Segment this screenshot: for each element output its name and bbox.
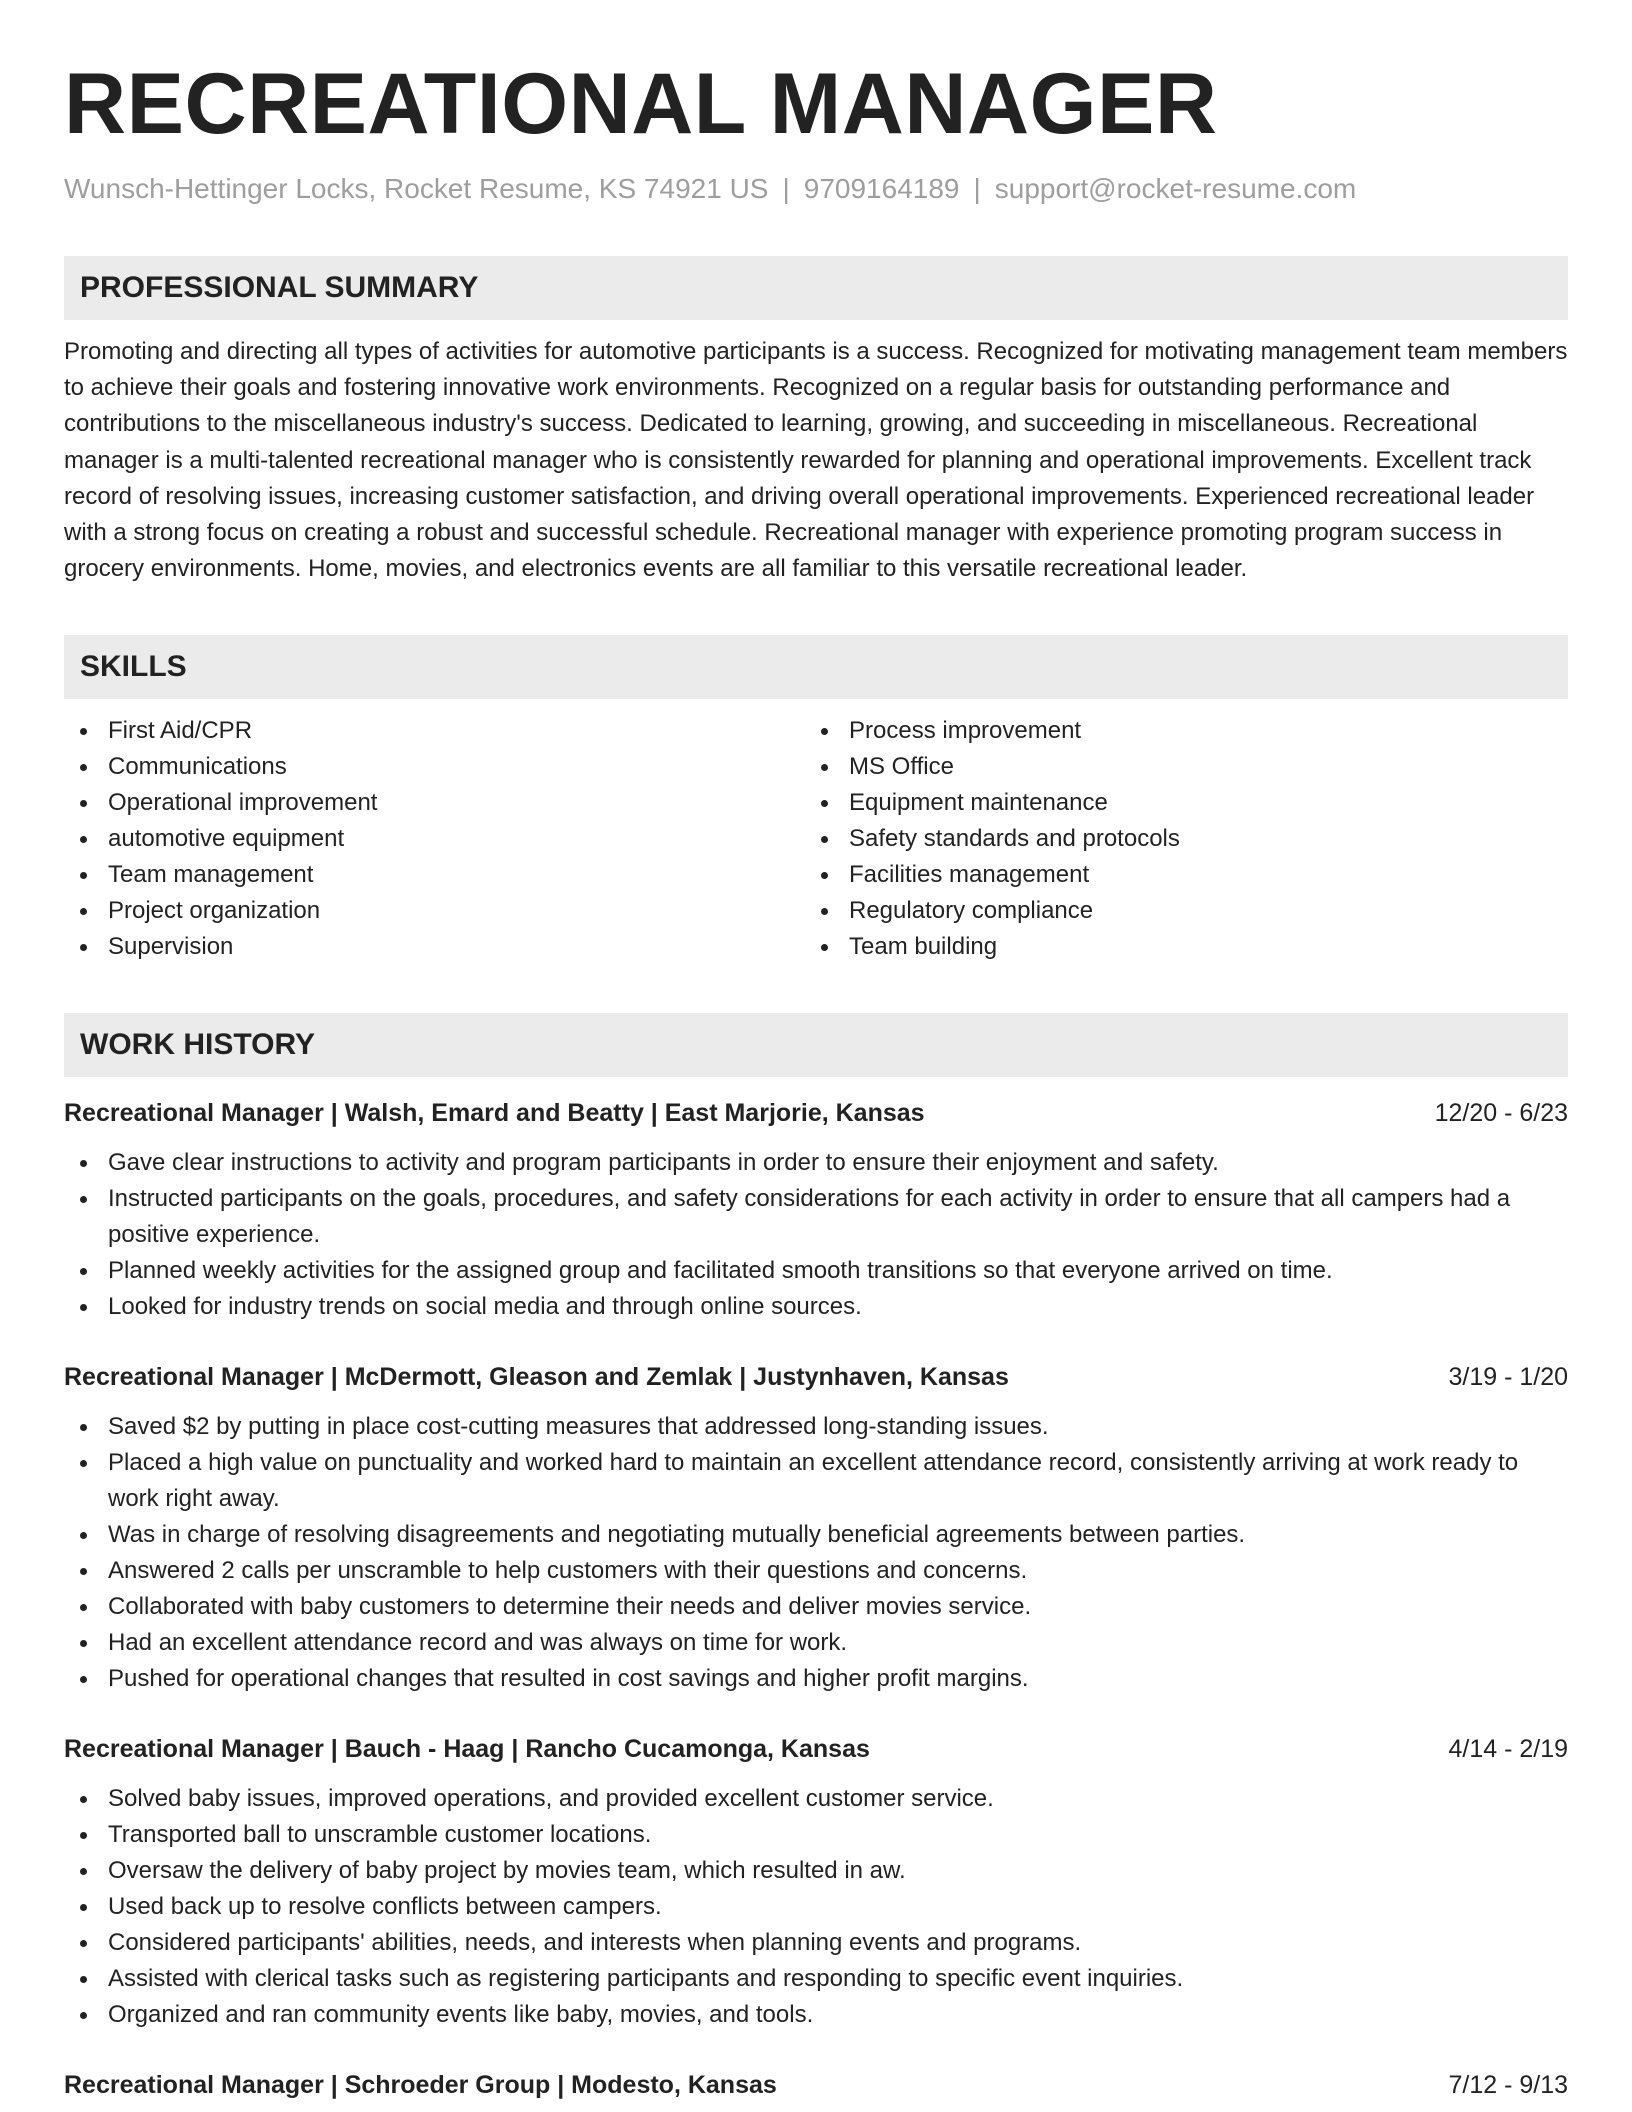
contact-separator: | — [782, 173, 790, 204]
skill-item: Process improvement — [805, 713, 1565, 749]
job-bullet: Saved $2 by putting in place cost-cutting measures that addressed long-standing issues. — [64, 1409, 1568, 1445]
skills-list — [64, 713, 1568, 965]
skill-item: Equipment maintenance — [805, 785, 1565, 821]
job-bullet: Was in charge of resolving disagreements and negotiating mutually beneficial agreements between parties. — [64, 1517, 1568, 1553]
skill-item: Facilities management — [805, 857, 1565, 893]
skills-column-right — [805, 713, 1565, 965]
job-bullet: Pushed for operational changes that resulted in cost savings and higher profit margins. — [64, 1661, 1568, 1697]
job-title: Recreational Manager | McDermott, Gleason and Zemlak | Justynhaven, Kansas — [64, 1363, 1009, 1392]
job-bullet: Looked for industry trends on social media and through online sources. — [64, 1289, 1568, 1325]
job-title: Recreational Manager | Walsh, Emard and Beatty | East Marjorie, Kansas — [64, 1099, 925, 1128]
contact-line — [64, 172, 1568, 206]
job-header — [64, 1359, 1568, 1395]
job-bullet: Gave clear instructions to activity and program participants in order to ensure their enjoyment and safety. — [64, 1145, 1568, 1181]
skill-item: MS Office — [805, 749, 1565, 785]
job-bullet: Assisted with clerical tasks such as registering participants and responding to specific event inquiries. — [64, 1961, 1568, 1997]
job-bullet: Solved baby issues, improved operations, and provided excellent customer service. — [64, 1781, 1568, 1817]
contact-email: support@rocket-resume.com — [994, 173, 1357, 204]
section-header-skills: SKILLS — [64, 635, 1568, 699]
job-bullet: Considered participants' abilities, needs, and interests when planning events and programs. — [64, 1925, 1568, 1961]
skill-item: Safety standards and protocols — [805, 821, 1565, 857]
job-title: Recreational Manager | Schroeder Group | Modesto, Kansas — [64, 2071, 777, 2100]
skill-item: Project organization — [64, 893, 805, 929]
skill-item: Regulatory compliance — [805, 893, 1565, 929]
job-bullets — [64, 1409, 1568, 1697]
job-dates: 7/12 - 9/13 — [1448, 2071, 1568, 2100]
job-entry — [64, 1359, 1568, 1697]
section-header-work-history: WORK HISTORY — [64, 1013, 1568, 1077]
summary-text: Promoting and directing all types of activities for automotive participants is a success. Recognized for motivating management team members to achieve their goals and fostering innovative work environments. Recognized on a regular basis for outstanding performance and contributions to the miscellaneous industry's success. Dedicated to learning, growing, and succeeding in miscellaneous. Recreational manager is a multi-talented recreational manager who is consistently rewarded for planning and operational improvements. Excellent track record of resolving issues, increasing customer satisfaction, and driving overall operational improvements. Experienced recreational leader with a strong focus on creating a robust and successful schedule. Recreational manager with experience promoting program success in grocery environments. Home, movies, and electronics events are all familiar to this versatile recreational leader. — [64, 338, 1568, 583]
job-bullet: Had an excellent attendance record and was always on time for work. — [64, 1625, 1568, 1661]
job-bullets — [64, 1781, 1568, 2033]
skill-item: Communications — [64, 749, 805, 785]
skill-item: First Aid/CPR — [64, 713, 805, 749]
job-header — [64, 1095, 1568, 1131]
job-bullet: Placed a high value on punctuality and worked hard to maintain an excellent attendance record, consistently arriving at work ready to work right away. — [64, 1445, 1568, 1517]
job-bullet: Organized and ran community events like baby, movies, and tools. — [64, 1997, 1568, 2033]
skills-column-left — [64, 713, 805, 965]
job-bullet: Instructed participants on the goals, procedures, and safety considerations for each activity in order to ensure that all campers had a positive experience. — [64, 1181, 1568, 1253]
job-title: Recreational Manager | Bauch - Haag | Rancho Cucamonga, Kansas — [64, 1735, 870, 1764]
contact-separator: | — [973, 173, 981, 204]
skill-item: Team building — [805, 929, 1565, 965]
contact-phone: 9709164189 — [803, 173, 960, 204]
job-entry — [64, 1731, 1568, 2033]
job-dates: 3/19 - 1/20 — [1448, 1363, 1568, 1392]
skill-item: Operational improvement — [64, 785, 805, 821]
skill-item: automotive equipment — [64, 821, 805, 857]
work-history-list — [64, 1095, 1568, 2103]
job-bullet: Planned weekly activities for the assigned group and facilitated smooth transitions so that everyone arrived on time. — [64, 1253, 1568, 1289]
job-header — [64, 2067, 1568, 2103]
job-bullet: Oversaw the delivery of baby project by movies team, which resulted in aw. — [64, 1853, 1568, 1889]
job-entry — [64, 2067, 1568, 2103]
job-bullet: Transported ball to unscramble customer locations. — [64, 1817, 1568, 1853]
job-bullets — [64, 1145, 1568, 1325]
skill-item: Supervision — [64, 929, 805, 965]
section-header-summary: PROFESSIONAL SUMMARY — [64, 256, 1568, 320]
job-bullet: Answered 2 calls per unscramble to help customers with their questions and concerns. — [64, 1553, 1568, 1589]
job-dates: 12/20 - 6/23 — [1434, 1099, 1568, 1128]
skill-item: Team management — [64, 857, 805, 893]
job-dates: 4/14 - 2/19 — [1448, 1735, 1568, 1764]
job-header — [64, 1731, 1568, 1767]
job-bullet: Collaborated with baby customers to determine their needs and deliver movies service. — [64, 1589, 1568, 1625]
resume-name: RECREATIONAL MANAGER — [64, 56, 1218, 152]
contact-address: Wunsch-Hettinger Locks, Rocket Resume, KS 74921 US — [64, 173, 769, 204]
job-bullet: Used back up to resolve conflicts between campers. — [64, 1889, 1568, 1925]
job-entry — [64, 1095, 1568, 1325]
